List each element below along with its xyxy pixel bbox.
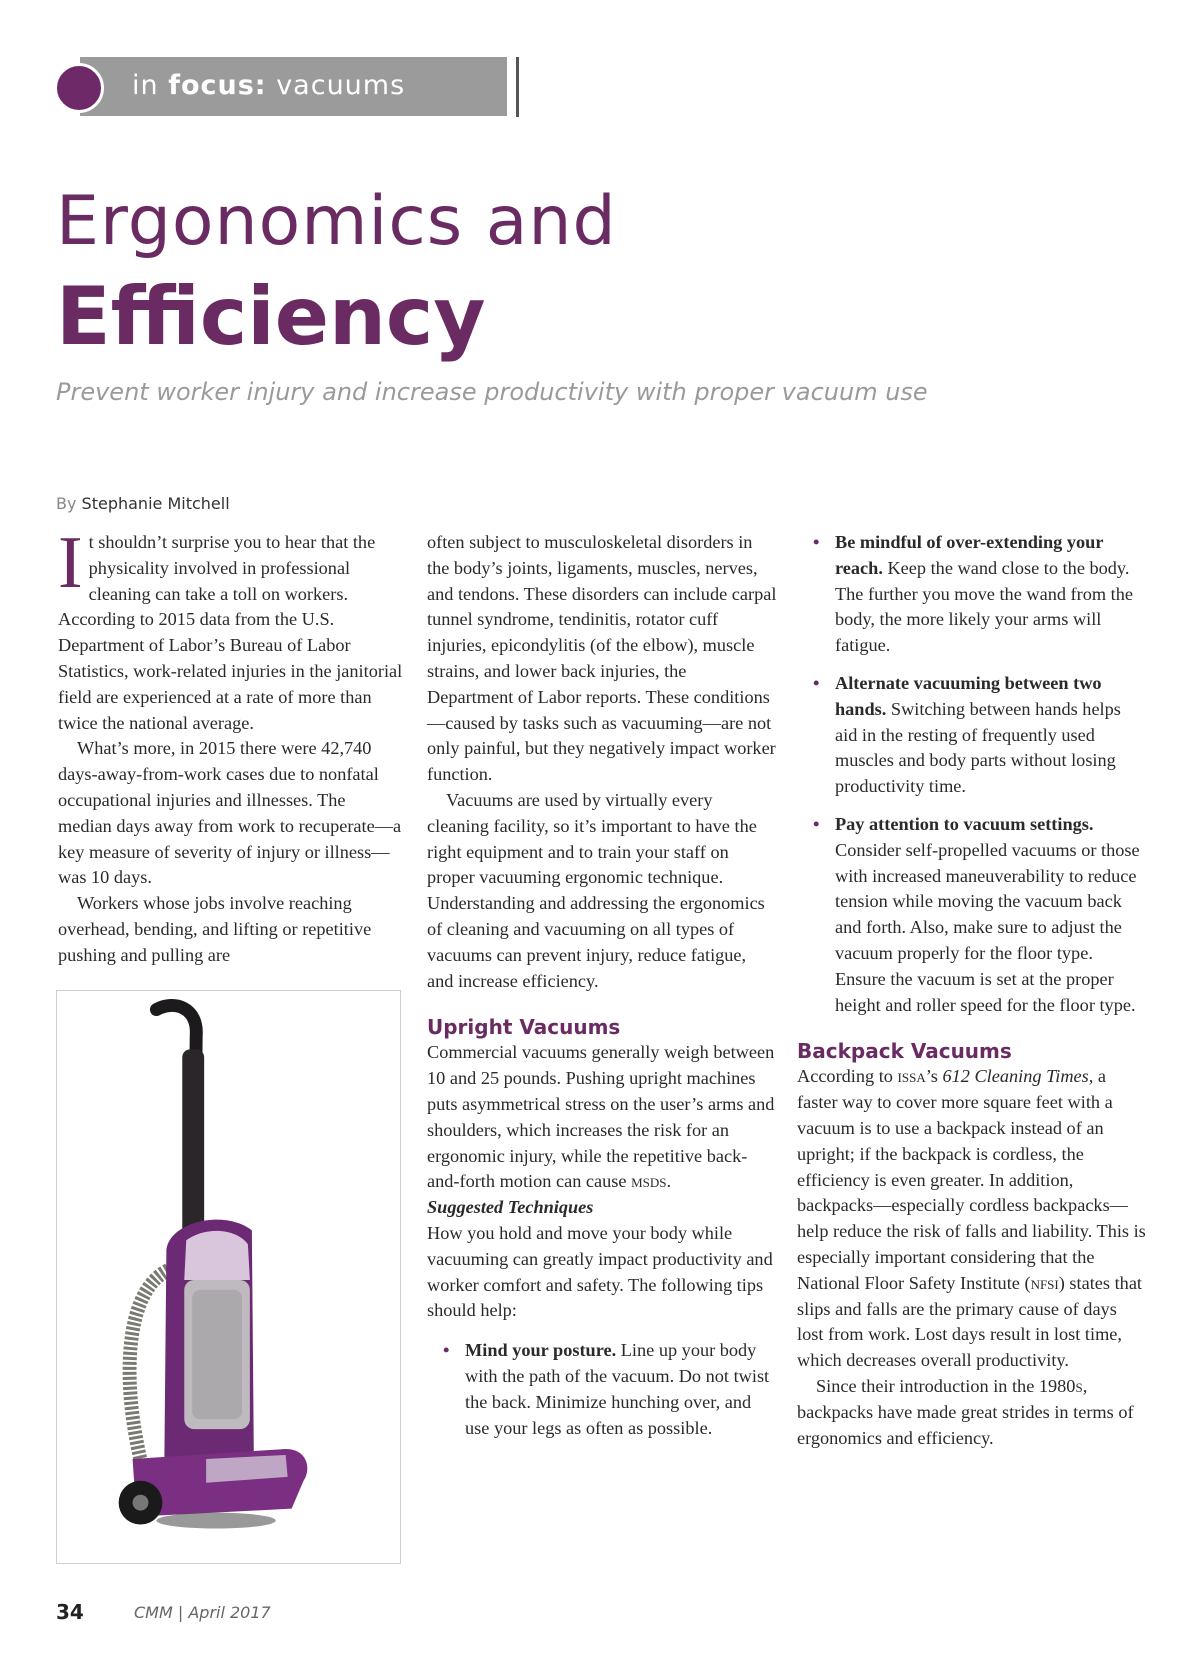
bullet-icon: •	[813, 672, 820, 693]
section-topic: vacuums	[276, 70, 406, 101]
paragraph-text: ’s	[925, 1066, 938, 1087]
section-heading-backpack: Backpack Vacuums	[797, 1039, 1012, 1064]
paragraph-text: Commercial vacuums generally weigh between 10 and 25 pounds. Pushing upright machines puts asymmetrical stress on the user’s arms and shoulders, which increases the risk for an ergonomic injury, while the repetitive back-and-forth motion can cause	[427, 1042, 775, 1192]
paragraph-text: .	[666, 1171, 672, 1192]
tip-text: Consider self-propelled vacuums or those with increased maneuverability to reduce tension while moving the vacuum back and forth. Also, make sure to adjust the vacuum properly for the floor type. Ensure the vacuum is set at the proper height and roller speed for the floor type.	[835, 839, 1140, 1015]
tip-title: Pay attention to vacuum settings.	[835, 813, 1094, 834]
publication-title: 612 Cleaning Times,	[942, 1066, 1094, 1087]
column-3	[797, 530, 1147, 1451]
folio: CMM | April 2017	[134, 1603, 271, 1622]
abbreviation: nfsi	[1030, 1272, 1059, 1293]
paragraph-text: ) states that slips and falls are the primary cause of days lost from work. Lost days result in lost time, which decreases overall productivity.	[797, 1272, 1143, 1371]
paragraph-text: Since their introduction in the 1980	[816, 1375, 1076, 1396]
abbreviation: issa	[897, 1066, 926, 1087]
paragraph-text: t shouldn’t surprise you to hear that the physicality involved in professional cleaning can take a toll on workers. According to 2015 data from the U.S. Department of Labor’s Bureau of Labor Statistics, work-related injuries in the janitorial field are experienced at a rate of more than twice the national average.	[58, 532, 403, 733]
deck: Prevent worker injury and increase productivity with proper vacuum use	[56, 378, 928, 406]
list-item	[797, 812, 1147, 1018]
paragraph	[797, 1374, 1147, 1451]
paragraph: What’s more, in 2015 there were 42,740 days-away-from-work cases due to nonfatal occupational injuries and illnesses. The median days away from work to recuperate—a key measure of severity of injury or illness—was 10 days.	[58, 738, 402, 888]
paragraph-text: a faster way to cover more square feet with a vacuum is to use a backpack instead of an upright; if the backpack is cordless, the efficiency is even greater. In addition, backpacks—especially cordless backpacks—help reduce the risk of falls and liability. This is especially important considering that the National Floor Safety Institute (	[797, 1066, 1146, 1293]
section-prefix: in	[132, 70, 159, 101]
section-divider	[516, 57, 519, 117]
tip-text: Keep the wand close to the body. The further you move the wand from the body, the more likely your arms will fatigue.	[835, 557, 1133, 656]
upright-vacuum-image	[57, 991, 400, 1563]
section-dot	[54, 63, 104, 113]
subheading-techniques: Suggested Techniques	[427, 1197, 594, 1218]
byline	[56, 494, 230, 513]
paragraph: How you hold and move your body while vacuuming can greatly impact productivity and worker comfort and safety. The following tips should help:	[427, 1222, 773, 1321]
bullet-icon: •	[813, 813, 820, 834]
tips-list	[427, 1338, 777, 1441]
bullet-icon: •	[443, 1340, 450, 1361]
headline-line-2: Efficiency	[56, 270, 486, 363]
paragraph: Workers whose jobs involve reaching overhead, bending, and lifting or repetitive pushing and pulling are	[58, 893, 372, 965]
section-heading-upright: Upright Vacuums	[427, 1015, 621, 1040]
list-item	[797, 671, 1147, 800]
abbreviation: msds	[631, 1171, 667, 1192]
page-number: 34	[56, 1600, 84, 1624]
tips-list	[797, 530, 1147, 1018]
tip-title: Mind your posture.	[465, 1340, 617, 1361]
section-focus: focus:	[168, 70, 267, 101]
vacuum-photo	[56, 990, 401, 1564]
paragraph	[58, 522, 403, 736]
tip-title: Alternate vacuuming between two hands.	[835, 672, 1102, 719]
tip-text: Switching between hands helps aid in the resting of frequently used muscles and body parts without losing productivity time.	[835, 698, 1121, 797]
list-item	[427, 1338, 777, 1441]
list-item	[797, 530, 1147, 659]
paragraph: often subject to musculoskeletal disorders in the body’s joints, ligaments, muscles, nerves, and tendons. These disorders can include carpal tunnel syndrome, tendinitis, rotator cuff injuries, epicondylitis (of the elbow), muscle strains, and lower back injuries, the Department of Labor reports. These conditions—caused by tasks such as vacuuming—are not only painful, but they negatively impact worker function.	[427, 532, 777, 785]
paragraph: Vacuums are used by virtually every cleaning facility, so it’s important to have the right equipment and to train your staff on proper vacuuming ergonomic technique. Understanding and addressing the ergonomics of cleaning and vacuuming on all types of vacuums can prevent injury, reduce fatigue, and increase efficiency.	[427, 789, 765, 991]
column-1	[58, 522, 403, 969]
byline-author: Stephanie Mitchell	[81, 494, 230, 513]
paragraph-text: According to	[797, 1066, 893, 1087]
headline-line-1: Ergonomics and	[56, 182, 617, 261]
paragraph-text: , backpacks have made great strides in terms of ergonomics and efficiency.	[797, 1375, 1134, 1448]
tip-title: Be mindful of over-extending your reach.	[835, 532, 1104, 578]
paragraph	[427, 1040, 777, 1195]
tip-text: Line up your body with the path of the vacuum. Do not twist the back. Minimize hunching over, and use your legs as often as possible.	[465, 1340, 770, 1438]
drop-cap: I	[58, 522, 83, 604]
paragraph	[797, 1064, 1147, 1374]
column-2	[427, 530, 777, 1453]
abbreviation: s	[1075, 1375, 1083, 1396]
section-label	[132, 70, 405, 101]
byline-prefix: By	[56, 494, 77, 513]
bullet-icon: •	[813, 532, 820, 552]
